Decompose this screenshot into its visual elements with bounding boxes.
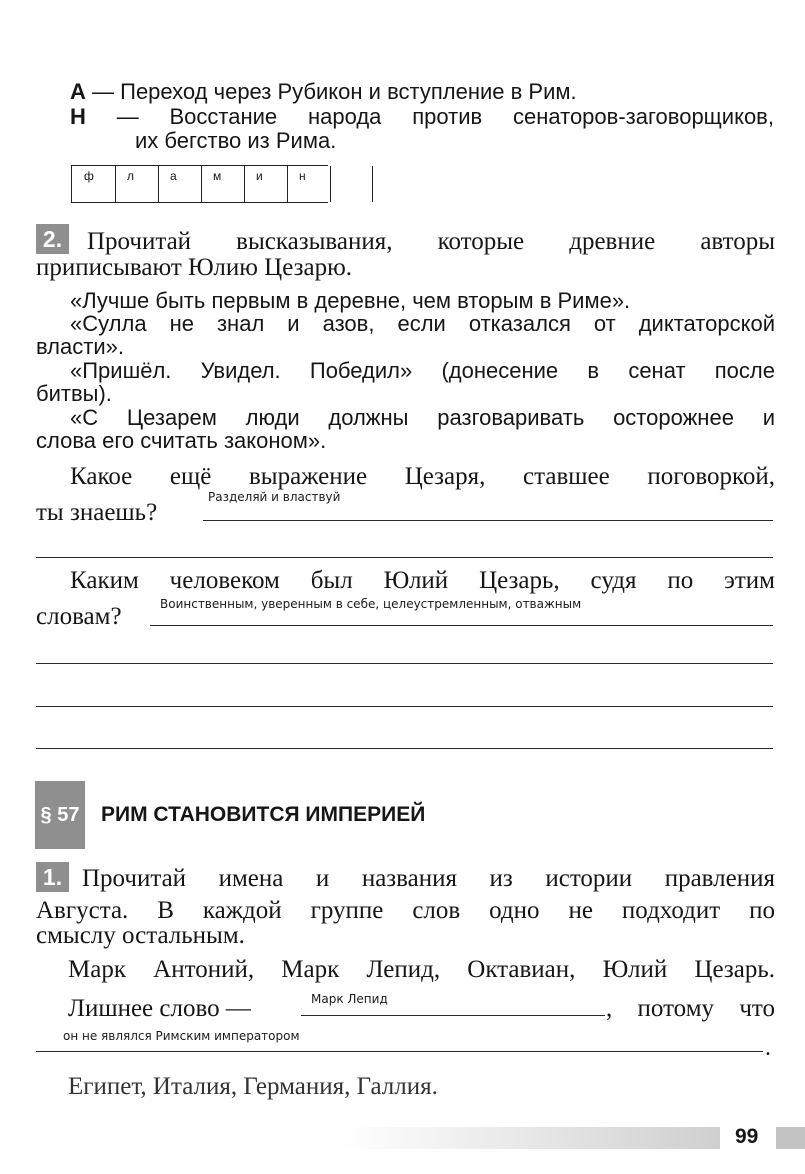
answer-a-letter: А — [70, 79, 86, 104]
task2-intro-1: Прочитай высказывания, которые древние авторы — [87, 228, 775, 255]
grid-cell — [287, 166, 331, 202]
word-group-1: Марк Антоний, Марк Лепид, Октавиан, Юлий Цезарь. — [68, 956, 775, 983]
grid-cell — [158, 166, 202, 202]
grid-letter: ф — [84, 169, 94, 183]
answer-a — [70, 79, 577, 105]
task1-intro-1: Прочитай имена и названия из истории правления — [82, 865, 775, 892]
footer-band — [340, 1127, 720, 1149]
quote-line: «Лучше быть первым в деревне, чем вторым в Риме». — [70, 288, 631, 313]
grid-letter: м — [213, 169, 222, 183]
answer-n — [70, 104, 774, 130]
grid-letter: л — [127, 169, 135, 183]
task-number-badge: 1. — [36, 862, 69, 892]
answer-line — [203, 520, 773, 521]
question-2-line-2: словам? — [36, 603, 122, 630]
quote-line: власти». — [36, 334, 124, 359]
grid-cell — [72, 166, 116, 202]
grid-cell — [201, 166, 245, 202]
answer-text: Марк Лепид — [311, 992, 388, 1006]
answer-text: он не являлся Римским императором — [63, 1029, 300, 1043]
section-title: РИМ СТАНОВИТСЯ ИМПЕРИЕЙ — [101, 803, 426, 826]
question-2-line-1: Каким человеком был Юлий Цезарь, судя по этим — [70, 567, 775, 594]
page-number: 99 — [735, 1125, 759, 1148]
answer-line — [150, 625, 773, 626]
quote-line: «С Цезарем люди должны разговаривать осторожнее и — [70, 405, 775, 430]
because-label: , потому что — [606, 995, 775, 1022]
answer-n-text-1: — Восстание народа против сенаторов-заговорщиков, — [116, 104, 774, 129]
answer-line — [36, 663, 773, 664]
footer-edge — [776, 1127, 805, 1149]
question-1-line-1: Какое ещё выражение Цезаря, ставшее поговоркой, — [70, 463, 775, 490]
letter-grid — [71, 165, 328, 203]
grid-cell — [244, 166, 288, 202]
grid-cell — [115, 166, 159, 202]
task1-intro-2: Августа. В каждой группе слов одно не подходит по — [36, 897, 775, 924]
answer-n-text-2: их бегство из Рима. — [135, 128, 337, 153]
task1-intro-3: смыслу остальным. — [36, 922, 245, 949]
grid-letter: а — [170, 169, 177, 183]
extra-word-label: Лишнее слово — — [68, 995, 251, 1022]
quote-line: битвы). — [36, 381, 112, 406]
answer-text: Разделяй и властвуй — [208, 490, 341, 504]
answer-line — [301, 1015, 605, 1016]
answer-line — [36, 1051, 763, 1052]
answer-text: Воинственным, уверенным в себе, целеустремленным, отважным — [160, 597, 582, 611]
task-number-badge: 2. — [36, 224, 69, 254]
answer-line — [36, 706, 773, 707]
question-1-line-2: ты знаешь? — [36, 499, 158, 526]
answer-n-letter: Н — [70, 104, 86, 129]
grid-letter: и — [256, 169, 263, 183]
word-group-2: Египет, Италия, Германия, Галлия. — [68, 1073, 438, 1100]
period: . — [765, 1035, 771, 1061]
quote-line: слова его считать законом». — [36, 428, 327, 453]
quote-line: «Сулла не знал и азов, если отказался от диктаторской — [70, 311, 775, 336]
quote-line: «Пришёл. Увидел. Победил» (донесение в сенат после — [70, 358, 775, 383]
answer-line — [36, 557, 773, 558]
grid-cell — [330, 166, 373, 202]
task2-intro-2: приписывают Юлию Цезарю. — [36, 254, 353, 281]
answer-line — [36, 748, 773, 749]
because-text — [606, 995, 775, 1023]
section-badge: § 57 — [35, 781, 85, 849]
grid-letter: н — [299, 169, 306, 183]
answer-a-text: — Переход через Рубикон и вступление в Рим. — [92, 79, 577, 104]
